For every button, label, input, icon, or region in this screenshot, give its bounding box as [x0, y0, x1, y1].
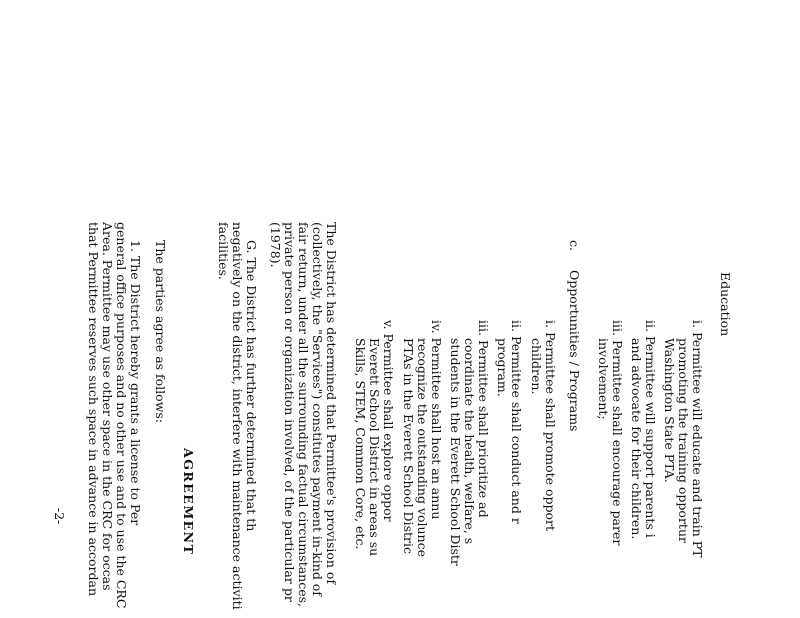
section-heading: Education [718, 272, 733, 337]
agreement-heading: AGREEMENT [181, 448, 196, 556]
program-item-line: recognize the outstanding volunce [415, 338, 430, 558]
clause-line: general office purposes and no other use and to use the CRC [114, 222, 129, 609]
program-item-line: children. [529, 338, 544, 395]
paragraph-line: (collectively, the "Services") constitutes payment in-kind of [310, 222, 325, 596]
paragraph-line: fair return, under all the surrounding factual circumstances, [296, 222, 311, 608]
clause-line: that Permittee reserves such space in advance in accordan [86, 222, 101, 597]
program-item-line: i. Permittee shall promote opport [543, 320, 558, 532]
clause-line: 1. The District hereby grants a license to Per [128, 240, 143, 526]
education-item-line: involvement; [596, 338, 611, 420]
program-item-line: v. Permittee shall explore oppor [381, 320, 396, 522]
parties-agree-line: The parties agree as follows: [153, 240, 168, 424]
program-item-line: program. [495, 338, 510, 397]
education-item-line: i. Permittee will educate and train PT [690, 320, 705, 558]
program-item-line: Skills, STEM, Common Core, etc. [353, 338, 368, 550]
paragraph-line: private person or organization involved, of the particular pr [282, 222, 297, 602]
paragraph-line: (1978). [268, 222, 283, 268]
program-item-line: students in the Everett School Distr [448, 338, 463, 566]
education-item-line: iii. Permittee shall encourage parer [610, 320, 625, 546]
page-number: -2- [52, 508, 67, 525]
program-item-line: Everett School District in areas su [367, 338, 382, 557]
program-item-line: ii. Permittee shall conduct and r [509, 320, 524, 524]
paragraph-line: G. The District has further determined that th [244, 240, 259, 532]
program-item-line: iii. Permittee shall prioritize ad [476, 320, 491, 518]
program-item-line: coordinate the health, welfare, s [462, 338, 477, 545]
subsection-letter: c. [567, 240, 582, 251]
education-item-line: promoting the training opportur [676, 338, 691, 543]
education-item-line: Washington State PTA. [662, 338, 677, 483]
paragraph-line: The District has determined that Permittee's provision of [324, 222, 339, 585]
subsection-title: Opportunities / Programs [567, 270, 582, 432]
clause-line: Area. Permittee may use other space in the CRC for occas [100, 222, 115, 591]
education-item-line: and advocate for their children. [629, 338, 644, 540]
paragraph-line: negatively on the district, interfere with maintenance activiti [230, 222, 245, 610]
program-item-line: iv. Permittee shall host an annu [429, 320, 444, 520]
paragraph-line: facilities. [216, 222, 231, 280]
education-item-line: ii. Permittee will support parents i [643, 320, 658, 538]
program-item-line: PTAs in the Everett School Distric [401, 338, 416, 554]
